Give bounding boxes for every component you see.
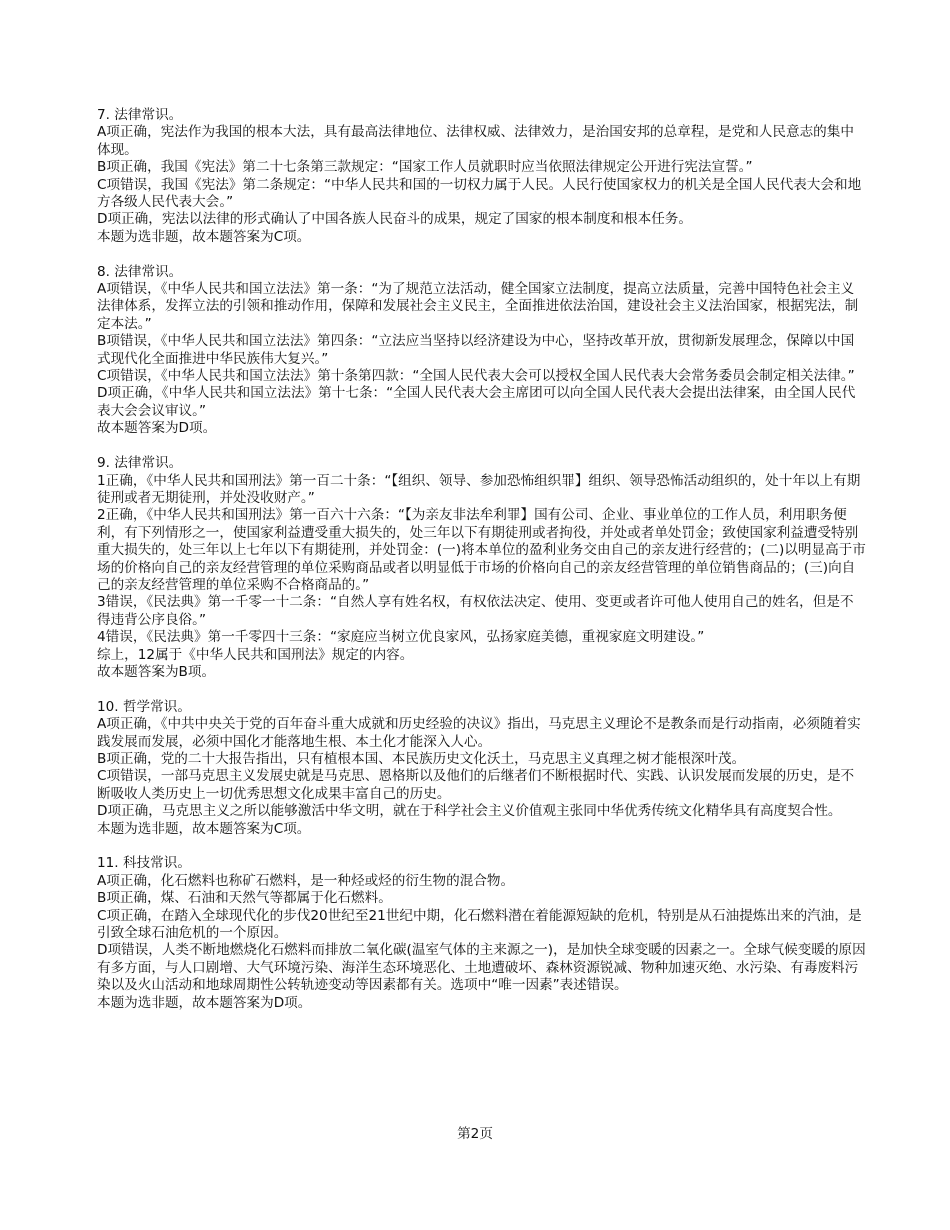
- explanation-line: D项错误，人类不断地燃烧化石燃料而排放二氧化碳(温室气体的主来源之一)，是加快全球变暖的因素之一。全球气候变暖的原因有多方面，与人口剧增、大气环境污染、海洋生态环境恶化、土地遭破坏、森林资源锐减、物种加速灭绝、水污染、有毒废料污染以及火山活动和地球周期性公转轨迹变动等因素都有关。选项中“唯一因素”表述错误。: [97, 942, 866, 994]
- question-10-explanation: [97, 699, 867, 838]
- question-11-explanation: [97, 855, 867, 1012]
- explanation-line: A项错误，《中华人民共和国立法法》第一条：“为了规范立法活动，健全国家立法制度，提高立法质量，完善中国特色社会主义法律体系，发挥立法的引领和推动作用，保障和发展社会主义民主，全面推进依法治国，建设社会主义法治国家，根据宪法，制定本法。”: [97, 281, 859, 332]
- explanation-line: 3错误，《民法典》第一千零一十二条：“自然人享有姓名权，有权依法决定、使用、变更或者许可他人使用自己的姓名，但是不得违背公序良俗。”: [97, 594, 854, 628]
- explanation-line: C项错误，《中华人民共和国立法法》第十条第四款：“全国人民代表大会可以授权全国人民代表大会常务委员会制定相关法律。”: [97, 368, 855, 385]
- explanation-line: A项正确，宪法作为我国的根本大法，具有最高法律地位、法律权威、法律效力，是治国安邦的总章程，是党和人民意志的集中体现。: [97, 124, 854, 158]
- page-number: 第2页: [457, 1126, 493, 1142]
- explanation-line: A项正确，化石燃料也称矿石燃料，是一种烃或烃的衍生物的混合物。: [97, 872, 515, 889]
- explanation-line: 1正确，《中华人民共和国刑法》第一百二十条：“【组织、领导、参加恐怖组织罪】组织、领导恐怖活动组织的，处十年以上有期徒刑或者无期徒刑，并处没收财产。”: [97, 472, 861, 506]
- explanation-line: C项正确，在踏入全球现代化的步伐20世纪至21世纪中期，化石燃料潜在着能源短缺的危机，特别是从石油提炼出来的汽油，是引致全球石油危机的一个原因。: [97, 907, 862, 942]
- explanation-line: B项正确，我国《宪法》第二十七条第三款规定：“国家工作人员就职时应当依照法律规定公开进行宪法宣誓。”: [97, 159, 753, 176]
- answer-line: 本题为选非题，故本题答案为C项。: [97, 228, 311, 245]
- explanation-line: 4错误，《民法典》第一千零四十三条：“家庭应当树立优良家风，弘扬家庭美德，重视家庭文明建设。”: [97, 629, 705, 646]
- section-heading: 9. 法律常识。: [97, 455, 183, 472]
- answer-line: 故本题答案为B项。: [97, 663, 216, 680]
- explanation-line: D项正确，《中华人民共和国立法法》第十七条：“全国人民代表大会主席团可以向全国人民代表大会提出法律案，由全国人民代表大会会议审议。”: [97, 385, 856, 419]
- explanation-line: C项错误，一部马克思主义发展史就是马克思、恩格斯以及他们的后继者们不断根据时代、实践、认识发展而发展的历史，是不断吸收人类历史上一切优秀思想文化成果丰富自己的历史。: [97, 768, 855, 802]
- answer-line: 本题为选非题，故本题答案为C项。: [97, 820, 311, 837]
- question-9-explanation: [97, 455, 867, 681]
- explanation-line: D项正确，马克思主义之所以能够激活中华文明，就在于科学社会主义价值观主张同中华优秀传统文化精华具有高度契合性。: [97, 803, 842, 820]
- explanation-line: D项正确，宪法以法律的形式确认了中国各族人民奋斗的成果，规定了国家的根本制度和根本任务。: [97, 211, 692, 228]
- explanation-line: B项错误，《中华人民共和国立法法》第四条：“立法应当坚持以经济建设为中心，坚持改革开放，贯彻新发展理念，保障以中国式现代化全面推进中华民族伟大复兴。”: [97, 333, 855, 367]
- question-7-explanation: [97, 107, 867, 246]
- explanation-line: C项错误，我国《宪法》第二条规定：“中华人民共和国的一切权力属于人民。人民行使国家权力的机关是全国人民代表大会和地方各级人民代表大会。”: [97, 176, 862, 211]
- explanation-line: B项正确，党的二十大报告指出，只有植根本国、本民族历史文化沃土，马克思主义真理之树才能根深叶茂。: [97, 750, 746, 767]
- explanation-line: 2正确，《中华人民共和国刑法》第一百六十六条：“【为亲友非法牟利罪】国有公司、企业、事业单位的工作人员，利用职务便利，有下列情形之一，使国家利益遭受重大损失的，处三年以下有期徒刑或者拘役，并处或者单处罚金；致使国家利益遭受特别重大损失的，处三年以上七年以下有期徒刑，并处罚金：(一)将本单位的盈利业务交由自己的亲友进行经营的；(二)以明显高于市场的价格向自己的亲友经营管理的单位采购商品或者以明显低于市场的价格向自己的亲友经营管理的单位销售商品的；(三)向自己的亲友经营管理的单位采购不合格商品的。”: [97, 507, 866, 593]
- section-heading: 7. 法律常识。: [97, 107, 183, 123]
- explanation-line: A项正确，《中共中央关于党的百年奋斗重大成就和历史经验的决议》指出，马克思主义理论不是教条而是行动指南，必须随着实践发展而发展，必须中国化才能落地生根、本土化才能深入人心。: [97, 716, 861, 750]
- section-heading: 10. 哲学常识。: [97, 698, 191, 715]
- summary-line: 综上，12属于《中华人民共和国刑法》规定的内容。: [97, 646, 414, 663]
- explanation-line: B项正确，煤、石油和天然气等都属于化石燃料。: [97, 890, 392, 907]
- section-heading: 11. 科技常识。: [97, 855, 191, 872]
- question-8-explanation: [97, 264, 867, 438]
- section-heading: 8. 法律常识。: [97, 263, 183, 280]
- answer-explanations: [97, 107, 867, 1029]
- answer-line: 本题为选非题，故本题答案为D项。: [97, 994, 312, 1011]
- answer-line: 故本题答案为D项。: [97, 420, 217, 437]
